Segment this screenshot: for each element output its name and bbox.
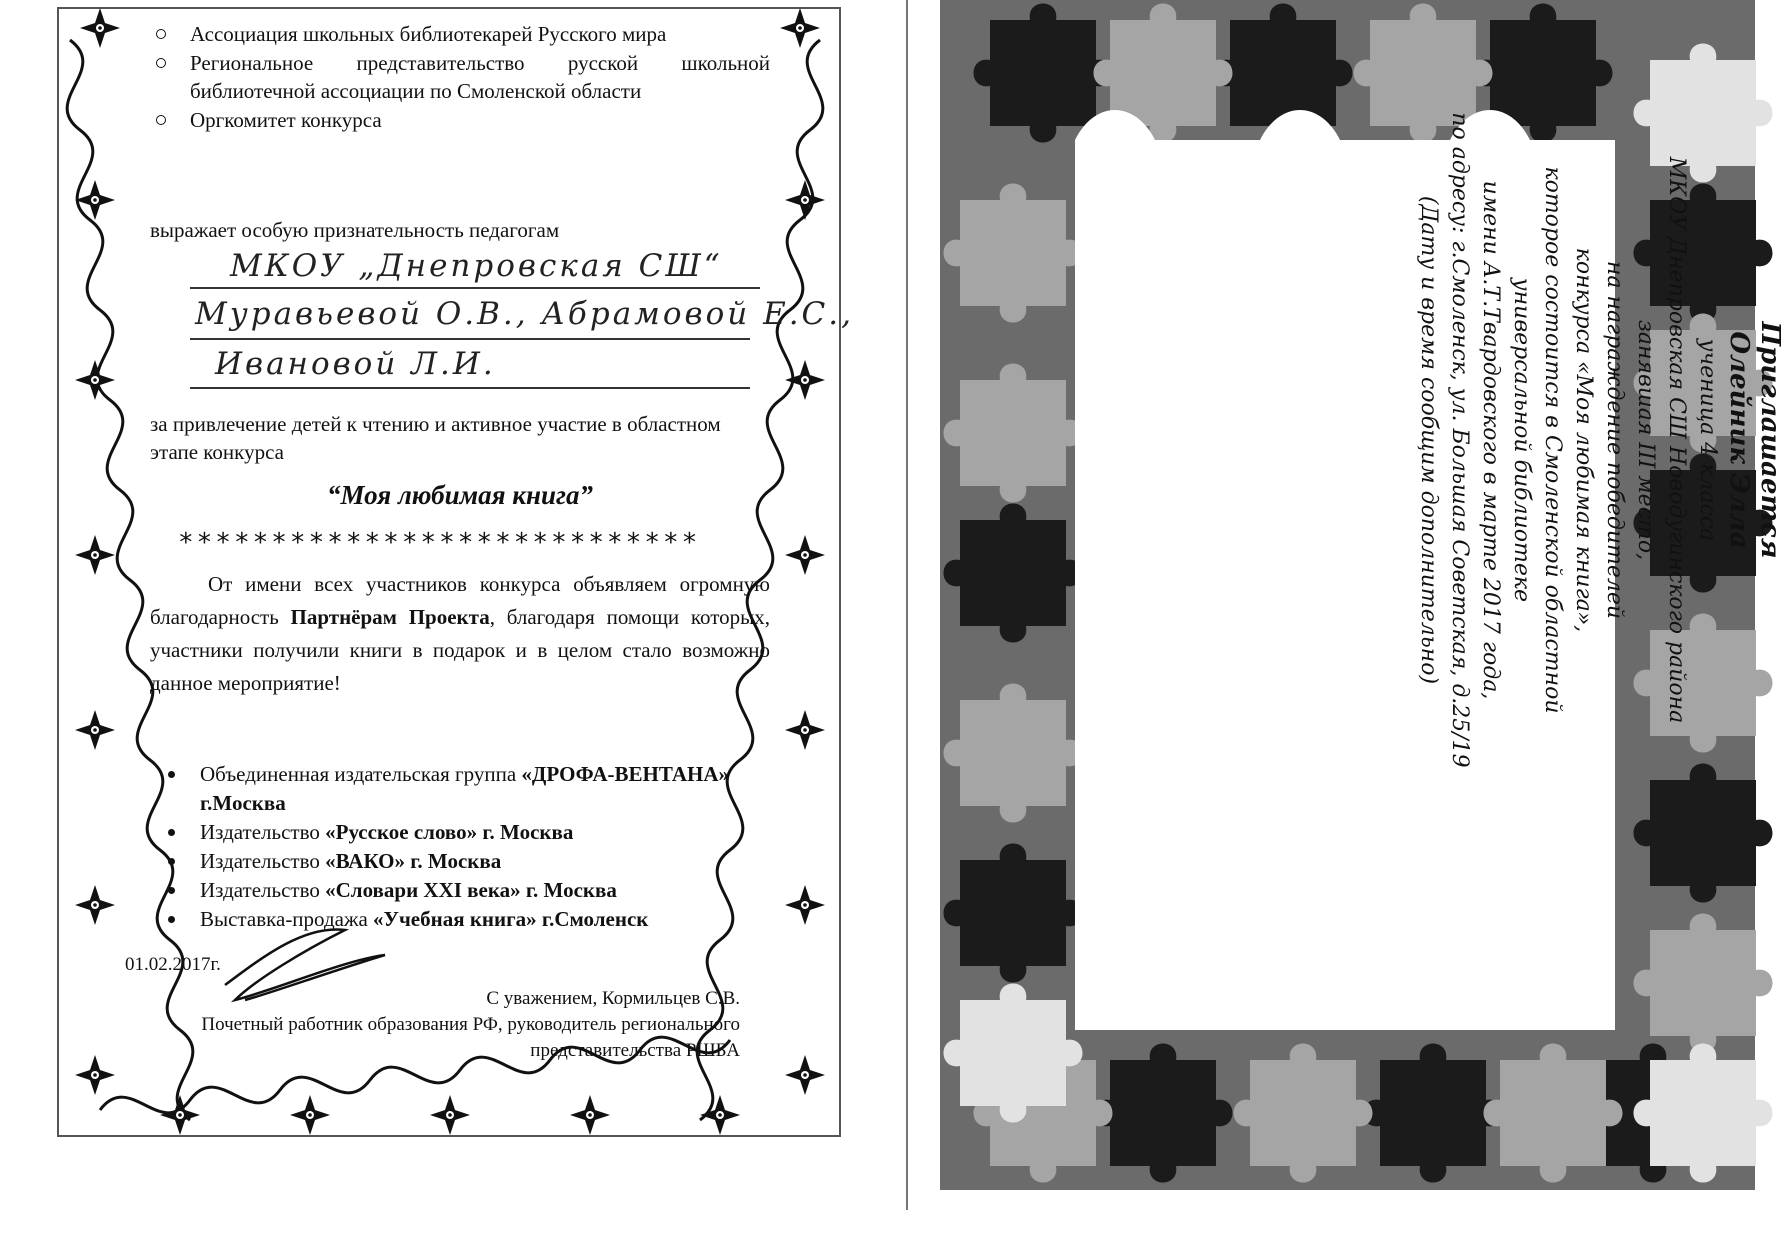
organizer-item: Ассоциация школьных библиотекарей Русского мира: [150, 20, 770, 48]
partner-item: Объединенная издательская группа «ДРОФА-ВЕНТАНА» г.Москва: [150, 760, 770, 818]
gratitude-intro: выражает особую признательность педагогам: [150, 218, 560, 242]
partner-item: Издательство «Словари XXI века» г. Москва: [150, 876, 770, 905]
invitation-line: имени А.Т.Твардовского в марте 2017 года,: [1478, 180, 1503, 700]
stars-divider: ****************************: [178, 528, 701, 558]
document-date: 01.02.2017г.: [125, 954, 221, 975]
organizer-item: Оргкомитет конкурса: [150, 106, 770, 134]
partner-item: Издательство «Русское слово» г. Москва: [150, 818, 770, 847]
fill-line: [190, 287, 760, 289]
signature-position-end: представительства РШБА: [530, 1040, 740, 1061]
signature-block: [140, 986, 740, 1064]
partners-list: [150, 760, 770, 934]
invitation-line: (Дату и время сообщим дополнительно): [1416, 195, 1441, 685]
contest-title: “Моя любимая книга”: [327, 480, 593, 510]
partner-item: Выставка-продажа «Учебная книга» г.Смоленск: [150, 905, 770, 934]
invitation-text: [1345, 10, 1785, 870]
handwritten-teachers: Муравьевой О.В., Абрамовой Е.С.,: [195, 296, 854, 332]
handwritten-teacher: Ивановой Л.И.: [215, 346, 496, 382]
student-grade: ученица 4 класса: [1695, 338, 1720, 542]
organizer-item: Региональное представительство русской школьной библиотечной ассоциации по Смоленской области: [150, 49, 770, 105]
school-name: МКОУ Днепровская СШ Новодугинского района: [1664, 156, 1689, 724]
student-name: Олейник Элла: [1724, 331, 1754, 549]
invitation-line: которое состоится в Смоленской областной: [1540, 166, 1565, 714]
organizers-list: [150, 20, 770, 135]
fill-line: [190, 338, 750, 340]
invitation-line: конкурса «Моя любимая книга»,: [1571, 247, 1596, 633]
invitation-line: на награждение победителей: [1602, 260, 1627, 620]
thanks-paragraph: От имени всех участников конкурса объявляем огромную благодарность Партнёрам Проекта, благодаря помощи которых, участники получили книги в подарок и в целом стало возможно данное мероприятие!: [150, 572, 770, 695]
invitation-title: Приглашается: [1755, 321, 1785, 559]
signature-position: Почетный работник образования РФ, руководитель регионального: [201, 1014, 740, 1035]
place-taken: занявшая III место,: [1633, 319, 1658, 561]
fill-line: [190, 387, 750, 389]
reason-text: за привлечение детей к чтению и активное участие в областном этапе конкурса: [150, 412, 721, 464]
invitation-line: универсальной библиотеке: [1509, 277, 1534, 603]
partners-emphasis: Партнёрам Проекта: [290, 605, 490, 629]
handwritten-school: МКОУ „Днепровская СШ“: [230, 248, 723, 284]
signature-line: С уважением, Кормильцев С.В.: [486, 988, 740, 1009]
invitation-line: по адресу: г.Смоленск, ул. Большая Советская, д.25/19: [1447, 112, 1472, 768]
partner-item: Издательство «ВАКО» г. Москва: [150, 847, 770, 876]
